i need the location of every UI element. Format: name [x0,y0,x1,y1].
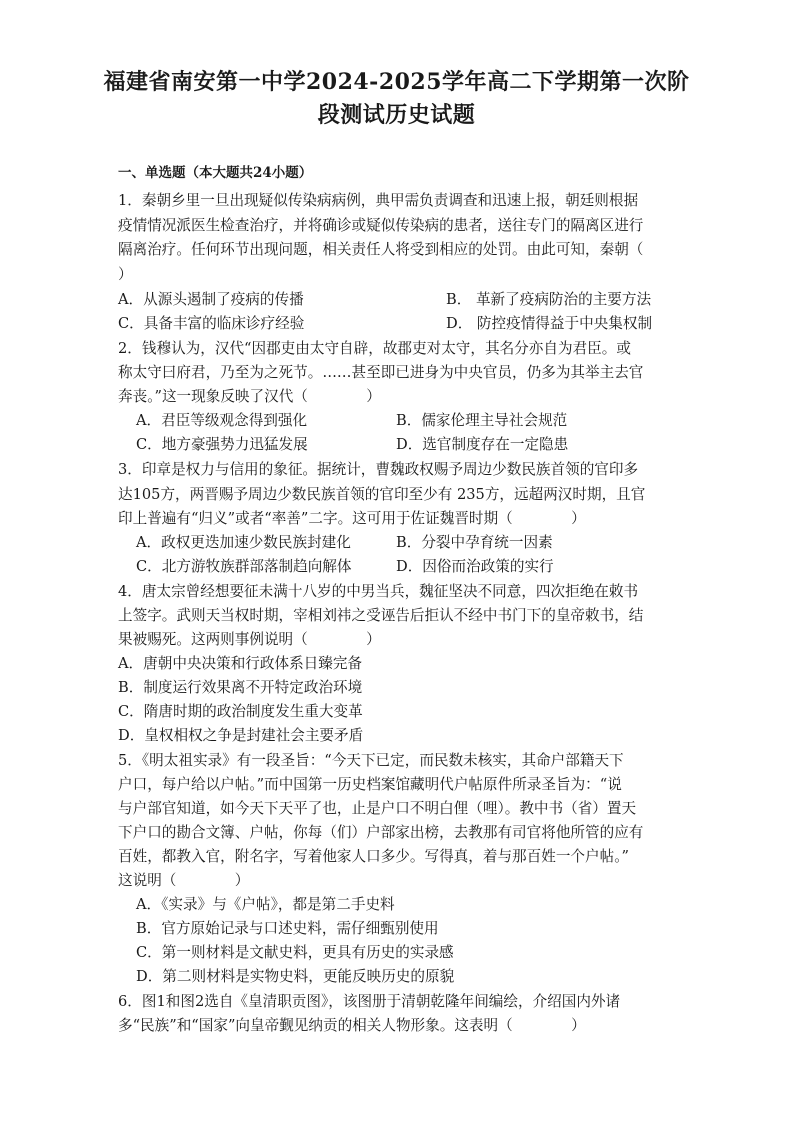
q2-stem-line-1: 2．钱穆认为，汉代“因郡吏由太守自辟，故郡吏对太守，其名分亦自为君臣。或 [118,340,631,357]
q4-stem-line-2: 上签字。武则天当权时期，宰相刘祎之受诬告后拒认不经中书门下的皇帝敕书，结 [118,607,644,624]
section-heading: 一、单选题（本大题共24小题） [118,165,313,181]
q3-option-a: A．政权更迭加速少数民族封建化 [136,534,351,551]
q1-stem-line-3: 隔离治疗。任何环节出现问题，相关责任人将受到相应的处罚。由此可知，秦朝（ [118,241,644,258]
q1-option-d: D． 防控疫情得益于中央集权制 [446,315,653,332]
q4-option-a: A．唐朝中央决策和行政体系日臻完备 [118,655,363,672]
q3-option-c: C．北方游牧族群部落制趋向解体 [136,558,352,575]
q3-option-b: B．分裂中孕育统一因素 [396,534,553,551]
q2-option-a: A．君臣等级观念得到强化 [136,412,308,429]
q1-option-c: C．具备丰富的临床诊疗经验 [118,315,305,332]
q2-option-c: C．地方豪强势力迅猛发展 [136,436,308,453]
q4-stem-line-3: 果被赐死。这两则事例说明（ ） [118,631,381,648]
q5-stem-line-5: 百姓，都教入官，附名字，写着他家人口多少。写得真，着与那百姓一个户帖。” [118,848,629,865]
q4-stem-line-1: 4．唐太宗曾经想要征未满十八岁的中男当兵，魏征坚决不同意，四次拒绝在敕书 [118,583,639,600]
q1-stem-line-4: ） [118,266,133,283]
q2-option-b: B．儒家伦理主导社会规范 [396,412,568,429]
q4-option-d: D．皇权相权之争是封建社会主要矛盾 [118,727,364,744]
q3-option-d: D．因俗而治政策的实行 [396,558,554,575]
q1-stem-line-1: 1．秦朝乡里一旦出现疑似传染病病例，典甲需负责调查和迅速上报，朝廷则根据 [118,192,639,209]
q3-stem-line-3: 印上普遍有“归义”或者“率善”二字。这可用于佐证魏晋时期（ ） [118,510,586,527]
title-line-1: 福建省南安第一中学2024-2025学年高二下学期第一次阶 [103,69,690,95]
q1-option-a: A．从源头遏制了疫病的传播 [118,291,304,308]
q6-stem-line-2: 多“民族”和“国家”向皇帝觐见纳贡的相关人物形象。这表明（ ） [118,1017,586,1034]
q5-stem-line-4: 下户口的勘合文簿、户帖，你每（们）户部家出榜，去教那有司官将他所管的应有 [118,824,644,841]
q2-stem-line-2: 称太守曰府君，乃至为之死节。……甚至即已进身为中央官员，仍多为其举主去官 [118,364,644,381]
q6-stem-line-1: 6．图1和图2选自《皇清职贡图》，该图册于清朝乾隆年间编绘，介绍国内外诸 [118,993,621,1010]
q4-option-c: C．隋唐时期的政治制度发生重大变革 [118,703,363,720]
q5-option-d: D．第二则材料是实物史料，更能反映历史的原貌 [136,968,455,985]
q2-stem-line-3: 奔丧。”这一现象反映了汉代（ ） [118,388,381,405]
q2-option-d: D．选官制度存在一定隐患 [396,436,569,453]
q5-stem-line-2: 户口，每户给以户帖。”而中国第一历史档案馆藏明代户帖原件所录圣旨为：“说 [118,776,622,793]
q3-stem-line-2: 达105方，两晋赐予周边少数民族首领的官印至少有 235方，远超两汉时期，且官 [118,486,646,503]
title-line-2: 段测试历史试题 [317,102,476,128]
q5-stem-line-3: 与户部官知道，如今天下天平了也，止是户口不明白俚（哩）。教中书（省）置天 [118,800,637,817]
q1-option-b: B． 革新了疫病防治的主要方法 [446,291,652,308]
q5-stem-line-6: 这说明（ ） [118,872,250,889]
q1-stem-line-2: 疫情情况派医生检查治疗，并将确诊或疑似传染病的患者，送往专门的隔离区进行 [118,217,644,234]
q5-stem-line-1: 5．《明太祖实录》有一段圣旨：“今天下已定，而民数未核实，其命户部籍天下 [118,752,624,769]
q5-option-c: C．第一则材料是文献史料，更具有历史的实录感 [136,944,454,961]
q3-stem-line-1: 3．印章是权力与信用的象征。据统计，曹魏政权赐予周边少数民族首领的官印多 [118,461,639,478]
q4-option-b: B．制度运行效果离不开特定政治环境 [118,679,363,696]
q5-option-b: B．官方原始记录与口述史料，需仔细甄别使用 [136,920,439,937]
document-title [100,66,693,132]
q5-option-a: A．《实录》与《户帖》，都是第二手史料 [136,896,395,913]
